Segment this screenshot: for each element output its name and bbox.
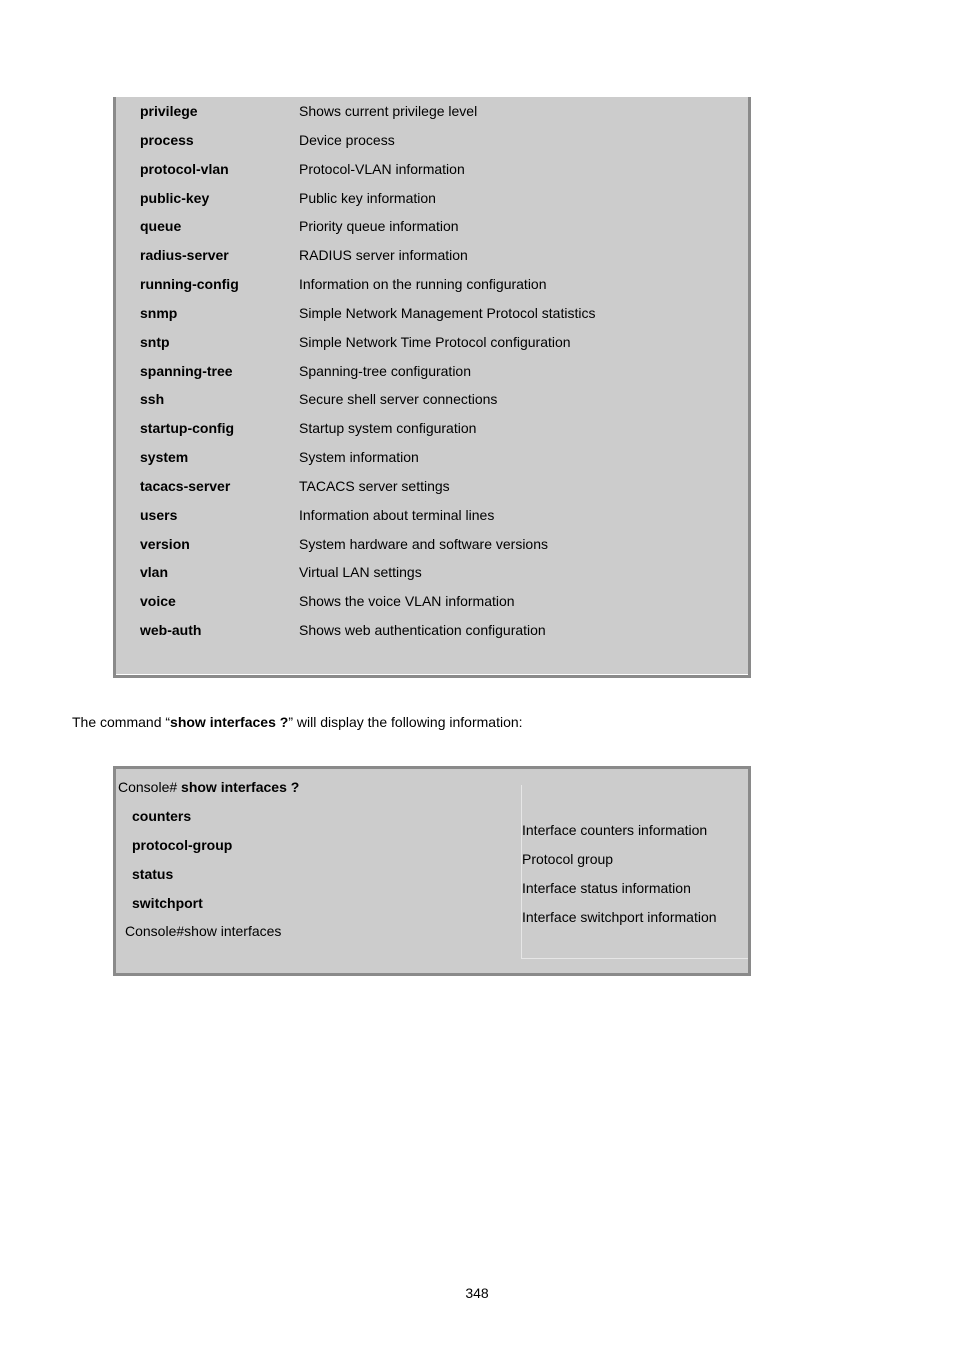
command-name: spanning-tree xyxy=(140,363,233,379)
paragraph-command: show interfaces ? xyxy=(170,714,289,730)
table-row xyxy=(116,216,748,236)
command-name: radius-server xyxy=(140,247,229,263)
table-row xyxy=(116,505,748,525)
table-row xyxy=(116,591,748,611)
console-prompt: Console# xyxy=(118,779,182,795)
command-name: web-auth xyxy=(140,622,202,638)
intro-paragraph xyxy=(72,712,523,732)
paragraph-prefix: The command “ xyxy=(72,714,171,730)
table-row xyxy=(116,534,748,554)
command-list-box xyxy=(113,97,751,678)
command-name: sntp xyxy=(140,334,170,350)
command-description: System information xyxy=(299,449,419,465)
command-description: Priority queue information xyxy=(299,218,459,234)
command-description: Spanning-tree configuration xyxy=(299,363,472,379)
command-description: Shows the voice VLAN information xyxy=(299,593,515,609)
command-name: queue xyxy=(140,218,182,234)
option-status: status xyxy=(132,866,174,882)
paragraph-suffix: ” will display the following information: xyxy=(288,714,523,730)
command-description: Information about terminal lines xyxy=(299,507,495,523)
table-row xyxy=(116,476,748,496)
command-name: privilege xyxy=(140,103,198,119)
command-description: System hardware and software versions xyxy=(299,536,548,552)
option-descriptions-cell xyxy=(521,785,748,959)
table-row xyxy=(116,188,748,208)
table-row xyxy=(116,245,748,265)
table-row xyxy=(116,274,748,294)
command-name: protocol-vlan xyxy=(140,161,229,177)
command-name: snmp xyxy=(140,305,178,321)
console-prompt-command: show interfaces ? xyxy=(181,779,300,795)
command-name: ssh xyxy=(140,391,165,407)
command-description: Secure shell server connections xyxy=(299,391,498,407)
command-name: process xyxy=(140,132,194,148)
command-description: Shows current privilege level xyxy=(299,103,478,119)
table-row xyxy=(116,418,748,438)
console-footer-line: Console#show interfaces xyxy=(125,923,282,939)
console-output-box xyxy=(113,766,751,976)
table-row xyxy=(116,389,748,409)
description-switchport: Interface switchport information xyxy=(522,909,717,925)
command-description: Virtual LAN settings xyxy=(299,564,422,580)
command-name: vlan xyxy=(140,564,169,580)
command-name: tacacs-server xyxy=(140,478,231,494)
table-row xyxy=(116,562,748,582)
table-row xyxy=(116,332,748,352)
command-description: Public key information xyxy=(299,190,436,206)
command-description: Information on the running configuration xyxy=(299,276,547,292)
option-switchport: switchport xyxy=(132,895,203,911)
table-row xyxy=(116,447,748,467)
command-name: startup-config xyxy=(140,420,235,436)
table-row xyxy=(116,620,748,640)
command-name: version xyxy=(140,536,190,552)
command-description: Simple Network Time Protocol configuration xyxy=(299,334,571,350)
console-prompt-line xyxy=(118,777,299,797)
command-description: Simple Network Management Protocol statistics xyxy=(299,305,596,321)
command-name: voice xyxy=(140,593,176,609)
table-row xyxy=(116,361,748,381)
command-description: TACACS server settings xyxy=(299,478,450,494)
command-description: RADIUS server information xyxy=(299,247,468,263)
command-description: Shows web authentication configuration xyxy=(299,622,546,638)
table-row xyxy=(116,303,748,323)
command-description: Startup system configuration xyxy=(299,420,477,436)
table-row xyxy=(116,159,748,179)
command-description: Device process xyxy=(299,132,395,148)
command-name: public-key xyxy=(140,190,210,206)
command-name: users xyxy=(140,507,178,523)
table-row xyxy=(116,101,748,121)
option-protocol-group: protocol-group xyxy=(132,837,233,853)
option-counters: counters xyxy=(132,808,192,824)
page-number: 348 xyxy=(465,1285,489,1301)
description-protocol-group: Protocol group xyxy=(522,851,614,867)
command-name: running-config xyxy=(140,276,239,292)
table-row xyxy=(116,130,748,150)
command-name: system xyxy=(140,449,189,465)
description-counters: Interface counters information xyxy=(522,822,708,838)
description-status: Interface status information xyxy=(522,880,691,896)
command-description: Protocol-VLAN information xyxy=(299,161,465,177)
